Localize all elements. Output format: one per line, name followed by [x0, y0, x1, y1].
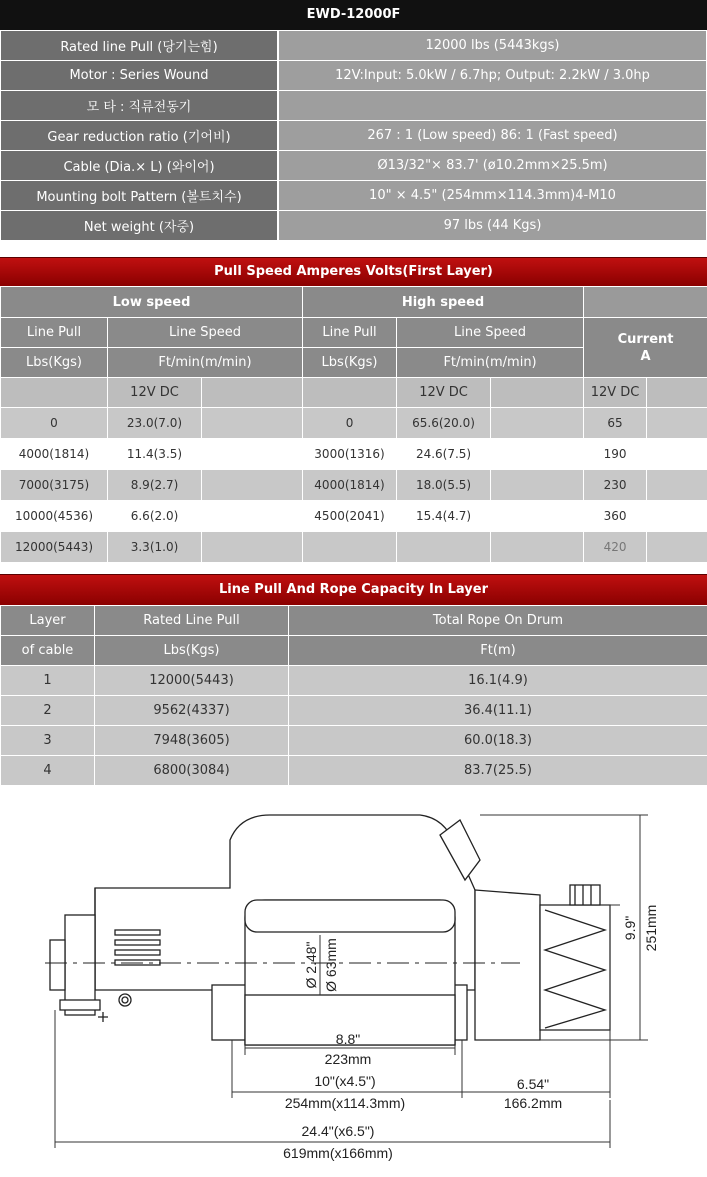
rope-header: Total Rope On Drum: [289, 606, 707, 636]
layer-row: [1, 756, 707, 786]
empty-cell: [491, 408, 584, 439]
voltage-label: 12V DC: [108, 378, 202, 408]
empty-cell: [202, 439, 303, 470]
total-in-label: 24.4"(x6.5"): [301, 1123, 375, 1139]
line-speed-header: Line Speed: [397, 318, 584, 348]
voltage-label: 12V DC: [584, 378, 647, 408]
amps: 420: [584, 532, 647, 563]
high-speed: 18.0(5.5): [397, 470, 491, 501]
bolt-mm-label: 254mm(x114.3mm): [284, 1095, 406, 1111]
speed-row: [1, 532, 707, 563]
layer-rope: 16.1(4.9): [289, 666, 707, 696]
empty-cell: [491, 501, 584, 532]
layer-pull: 9562(4337): [95, 696, 289, 726]
high-speed: [397, 532, 491, 563]
lbs-kgs-header: Lbs(Kgs): [1, 348, 108, 378]
layer-rope: 83.7(25.5): [289, 756, 707, 786]
low-speed: 23.0(7.0): [108, 408, 202, 439]
empty-cell: [584, 563, 647, 575]
high-speed: 15.4(4.7): [397, 501, 491, 532]
low-speed: 11.4(3.5): [108, 439, 202, 470]
spec-row: [1, 151, 707, 181]
spec-row: [1, 61, 707, 91]
layer-header: Layer: [1, 606, 95, 636]
spec-table: [0, 30, 707, 241]
spec-label: Motor : Series Wound: [1, 61, 279, 91]
speed-row: [1, 408, 707, 439]
empty-cell: [303, 563, 397, 575]
spec-value: 12V:Input: 5.0kW / 6.7hp; Output: 2.2kW / 3.0hp: [278, 61, 707, 91]
empty-cell: [491, 439, 584, 470]
low-speed: 3.3(1.0): [108, 532, 202, 563]
empty-cell: [647, 439, 707, 470]
spec-value: 97 lbs (44 Kgs): [278, 211, 707, 241]
amps: 360: [584, 501, 647, 532]
rated-pull-header: Rated Line Pull: [95, 606, 289, 636]
empty-cell: [491, 470, 584, 501]
speed-row: [1, 470, 707, 501]
speed-table: [0, 286, 707, 575]
model-title-band: [0, 0, 707, 30]
winch-outline: [50, 815, 610, 1045]
empty-cell: [647, 378, 707, 408]
empty-cell: [491, 532, 584, 563]
speed-row: [1, 439, 707, 470]
layer-rope: 60.0(18.3): [289, 726, 707, 756]
motor-mm-label: 166.2mm: [503, 1095, 563, 1111]
high-pull: 4000(1814): [303, 470, 397, 501]
layer-number: 2: [1, 696, 95, 726]
empty-cell: [491, 378, 584, 408]
current-label: Current: [617, 331, 674, 347]
current-header: [584, 318, 707, 378]
model-title: EWD-12000F: [306, 7, 401, 22]
empty-cell: [202, 532, 303, 563]
layer-pull: 12000(5443): [95, 666, 289, 696]
low-pull: 0: [1, 408, 108, 439]
empty-cell: [1, 563, 108, 575]
total-mm-label: 619mm(x166mm): [283, 1145, 393, 1161]
spec-row: [1, 31, 707, 61]
spec-label: Rated line Pull (당기는힘): [1, 31, 279, 61]
lbs-kgs-header: Lbs(Kgs): [303, 348, 397, 378]
high-speed-header: High speed: [303, 287, 584, 318]
winch-dimension-drawing: [0, 800, 707, 1177]
drum-dia-mm-label: Ø 63mm: [323, 938, 339, 992]
bolt-in-label: 10"(x4.5"): [314, 1073, 376, 1089]
layer-title-band: [0, 574, 707, 606]
layer-rope: 36.4(11.1): [289, 696, 707, 726]
spec-label: Net weight (자중): [1, 211, 279, 241]
spec-label: Cable (Dia.× L) (와이어): [1, 151, 279, 181]
spec-label: Gear reduction ratio (기어비): [1, 121, 279, 151]
layer-pull: 6800(3084): [95, 756, 289, 786]
empty-cell: [202, 470, 303, 501]
high-pull: 3000(1316): [303, 439, 397, 470]
layer-title: Line Pull And Rope Capacity In Layer: [218, 582, 489, 597]
ft-min-header: Ft/min(m/min): [397, 348, 584, 378]
empty-cell: [647, 470, 707, 501]
layer-number: 4: [1, 756, 95, 786]
height-in-label: 9.9": [622, 915, 638, 941]
amps: 65: [584, 408, 647, 439]
spec-value: 10" × 4.5" (254mm×114.3mm)4-M10: [278, 181, 707, 211]
high-pull: 4500(2041): [303, 501, 397, 532]
empty-cell: [397, 563, 491, 575]
empty-cell: [647, 408, 707, 439]
speed-title-band: [0, 257, 707, 287]
drum-length-in-label: 8.8": [335, 1031, 361, 1047]
line-pull-header: Line Pull: [303, 318, 397, 348]
empty-cell: [202, 501, 303, 532]
empty-cell: [647, 563, 707, 575]
high-pull: 0: [303, 408, 397, 439]
current-unit: A: [640, 348, 651, 364]
spec-value: 267 : 1 (Low speed) 86: 1 (Fast speed): [278, 121, 707, 151]
layer-number: 1: [1, 666, 95, 696]
empty-cell: [303, 378, 397, 408]
empty-cell: [647, 501, 707, 532]
empty-cell: [108, 563, 202, 575]
spec-value: 12000 lbs (5443kgs): [278, 31, 707, 61]
layer-row: [1, 666, 707, 696]
empty-cell: [202, 408, 303, 439]
motor-in-label: 6.54": [516, 1076, 550, 1092]
high-speed: 24.6(7.5): [397, 439, 491, 470]
low-pull: 10000(4536): [1, 501, 108, 532]
amps: 230: [584, 470, 647, 501]
spec-label: Mounting bolt Pattern (볼트치수): [1, 181, 279, 211]
amps: 190: [584, 439, 647, 470]
speed-title: Pull Speed Amperes Volts(First Layer): [214, 264, 493, 279]
speed-row: [1, 501, 707, 532]
low-pull: 7000(3175): [1, 470, 108, 501]
low-pull: 12000(5443): [1, 532, 108, 563]
low-speed-header: Low speed: [1, 287, 303, 318]
spec-value: [278, 91, 707, 121]
empty-cell: [1, 378, 108, 408]
spec-row: [1, 121, 707, 151]
layer-table: [0, 605, 707, 786]
layer-row: [1, 726, 707, 756]
spec-label: 모 타 : 직류전동기: [1, 91, 279, 121]
layer-row: [1, 696, 707, 726]
high-speed: 65.6(20.0): [397, 408, 491, 439]
low-pull: 4000(1814): [1, 439, 108, 470]
line-pull-header: Line Pull: [1, 318, 108, 348]
rope-subheader: Ft(m): [289, 636, 707, 666]
spec-row: [1, 181, 707, 211]
voltage-label: 12V DC: [397, 378, 491, 408]
ft-min-header: Ft/min(m/min): [108, 348, 303, 378]
line-speed-header: Line Speed: [108, 318, 303, 348]
spec-row: [1, 91, 707, 121]
height-mm-label: 251mm: [643, 904, 659, 952]
drum-length-mm-label: 223mm: [324, 1051, 372, 1067]
empty-cell: [647, 532, 707, 563]
rated-pull-subheader: Lbs(Kgs): [95, 636, 289, 666]
high-pull: [303, 532, 397, 563]
blank-header: [584, 287, 707, 318]
empty-cell: [491, 563, 584, 575]
layer-pull: 7948(3605): [95, 726, 289, 756]
empty-cell: [202, 378, 303, 408]
layer-number: 3: [1, 726, 95, 756]
drum-dia-in-label: Ø 2.48": [303, 941, 319, 989]
low-speed: 8.9(2.7): [108, 470, 202, 501]
layer-subheader: of cable: [1, 636, 95, 666]
spec-row: [1, 211, 707, 241]
spec-value: Ø13/32"× 83.7' (ø10.2mm×25.5m): [278, 151, 707, 181]
empty-cell: [202, 563, 303, 575]
low-speed: 6.6(2.0): [108, 501, 202, 532]
